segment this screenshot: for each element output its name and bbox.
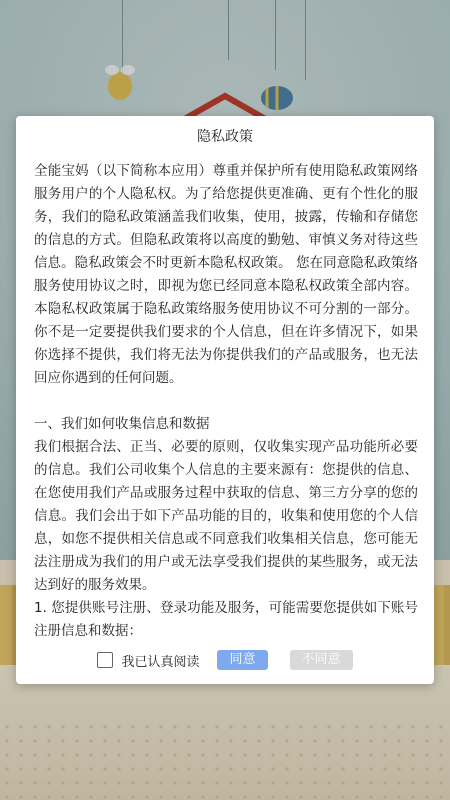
read-confirm-label[interactable]: 我已认真阅读 <box>121 654 200 670</box>
dialog-title: 隐私政策 <box>197 129 253 145</box>
privacy-policy-dialog <box>16 116 434 684</box>
privacy-policy-text[interactable]: 全能宝妈（以下简称本应用）尊重并保护所有使用隐私政策网络服务用户的个人隐私权。为了给您提供更准确、更有个性化的服务，我们的隐私政策涵盖我们收集，使用，披露，传输和存储您的信息的方式。但隐私政策将以高度的勤勉、审慎义务对待这些信息。隐私政策会不时更新本隐私权政策。 您在同意隐私政策络服务使用协议之时，即视为您已经同意本隐私权政策全部内容。本隐私权政策属于隐私政策络服务使用协议不可分割的一部分。你不是一定要提供我们要求的个人信息，但在许多情况下，如果你选择不提供，我们将无法为你提供我们的产品或服务，也无法回应你遇到的任何问题。 一、我们如何收集信息和数据 我们根据合法、正当、必要的原则，仅收集实现产品功能所必要的信息。我们公司收集个人信息的主要来源有：您提供的信息、在您使用我们产品或服务过程中获取的信息、第三方分享的您的信息。我们会出于如下产品功能的目的，收集和使用您的个人信息，如您不提供相关信息或不同意我们收集相关信息，您可能无法注册成为我们的用户或无法享受我们提供的某些服务，或无法达到好的服务效果。 1. 您提供账号注册、登录功能及服务，可能需要您提供如下账号注册信息和数据： <box>34 163 418 639</box>
read-confirm-checkbox[interactable] <box>97 652 113 668</box>
agree-button[interactable]: 同意 <box>217 650 267 670</box>
disagree-button[interactable]: 不同意 <box>290 650 353 670</box>
dialog-footer <box>16 648 434 672</box>
